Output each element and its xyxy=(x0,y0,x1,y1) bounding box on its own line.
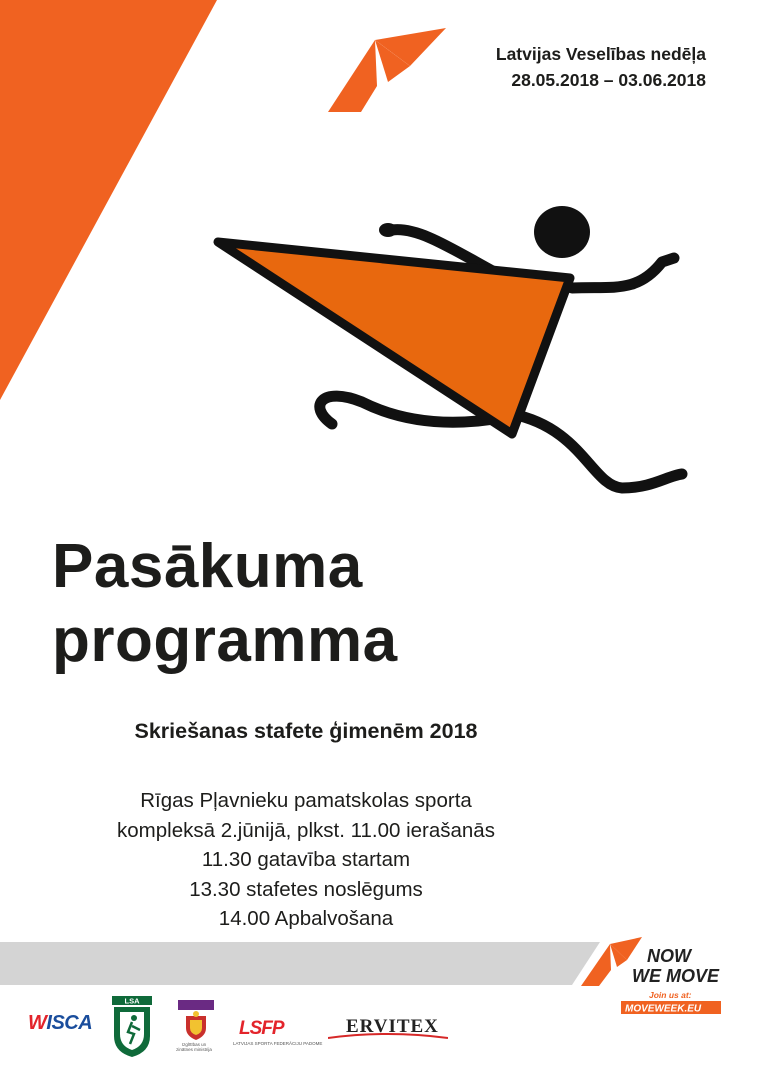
nwm-line-2: WE MOVE xyxy=(632,966,720,986)
schedule-line: kompleksā 2.jūnijā, plkst. 11.00 ierašanās xyxy=(117,818,495,842)
isca-logo xyxy=(28,1012,92,1035)
schedule-line: Rīgas Pļavnieku pamatskolas sporta xyxy=(140,789,472,812)
event-header xyxy=(406,41,706,93)
lsa-text: LSA xyxy=(124,996,140,1006)
grey-footer-band xyxy=(0,942,600,985)
ervitex-logo: ERVITEX xyxy=(346,1016,439,1037)
event-subtitle: Skriešanas stafete ģimenēm 2018 xyxy=(134,719,478,743)
sponsor-logos xyxy=(28,996,458,1062)
schedule-line: 11.30 gatavība startam xyxy=(201,848,411,871)
page-title xyxy=(52,530,712,678)
nwm-url: MOVEWEEK.EU xyxy=(625,1003,702,1015)
ministry-coat-of-arms xyxy=(178,1000,214,1042)
ministry-caption: Izglītības un zinātnes ministrija xyxy=(176,1042,212,1052)
lsfp-caption: LATVIJAS SPORTA FEDERĀCIJU PADOME xyxy=(233,1041,323,1046)
title-line-1: Pasākuma xyxy=(52,532,363,601)
title-line-2: programma xyxy=(52,606,398,675)
lsfp-logo: LSFP xyxy=(239,1018,284,1039)
schedule-line: 14.00 Apbalvošana xyxy=(218,907,394,930)
nwm-line-1: NOW xyxy=(647,946,691,966)
orange-diagonal-band xyxy=(0,0,230,400)
event-dates: 28.05.2018 – 03.06.2018 xyxy=(511,70,706,90)
runner-illustration xyxy=(212,196,698,498)
isca-text: ISCA xyxy=(46,1012,93,1034)
isca-prefix: W xyxy=(28,1012,47,1034)
schedule-block xyxy=(0,786,612,934)
lsa-shield-logo xyxy=(112,996,152,1058)
schedule-line: 13.30 stafetes noslēgums xyxy=(189,877,423,901)
event-name: Latvijas Veselības nedēļa xyxy=(495,44,706,64)
nwm-join: Join us at: xyxy=(649,990,692,1000)
now-we-move-logo xyxy=(577,934,727,1018)
